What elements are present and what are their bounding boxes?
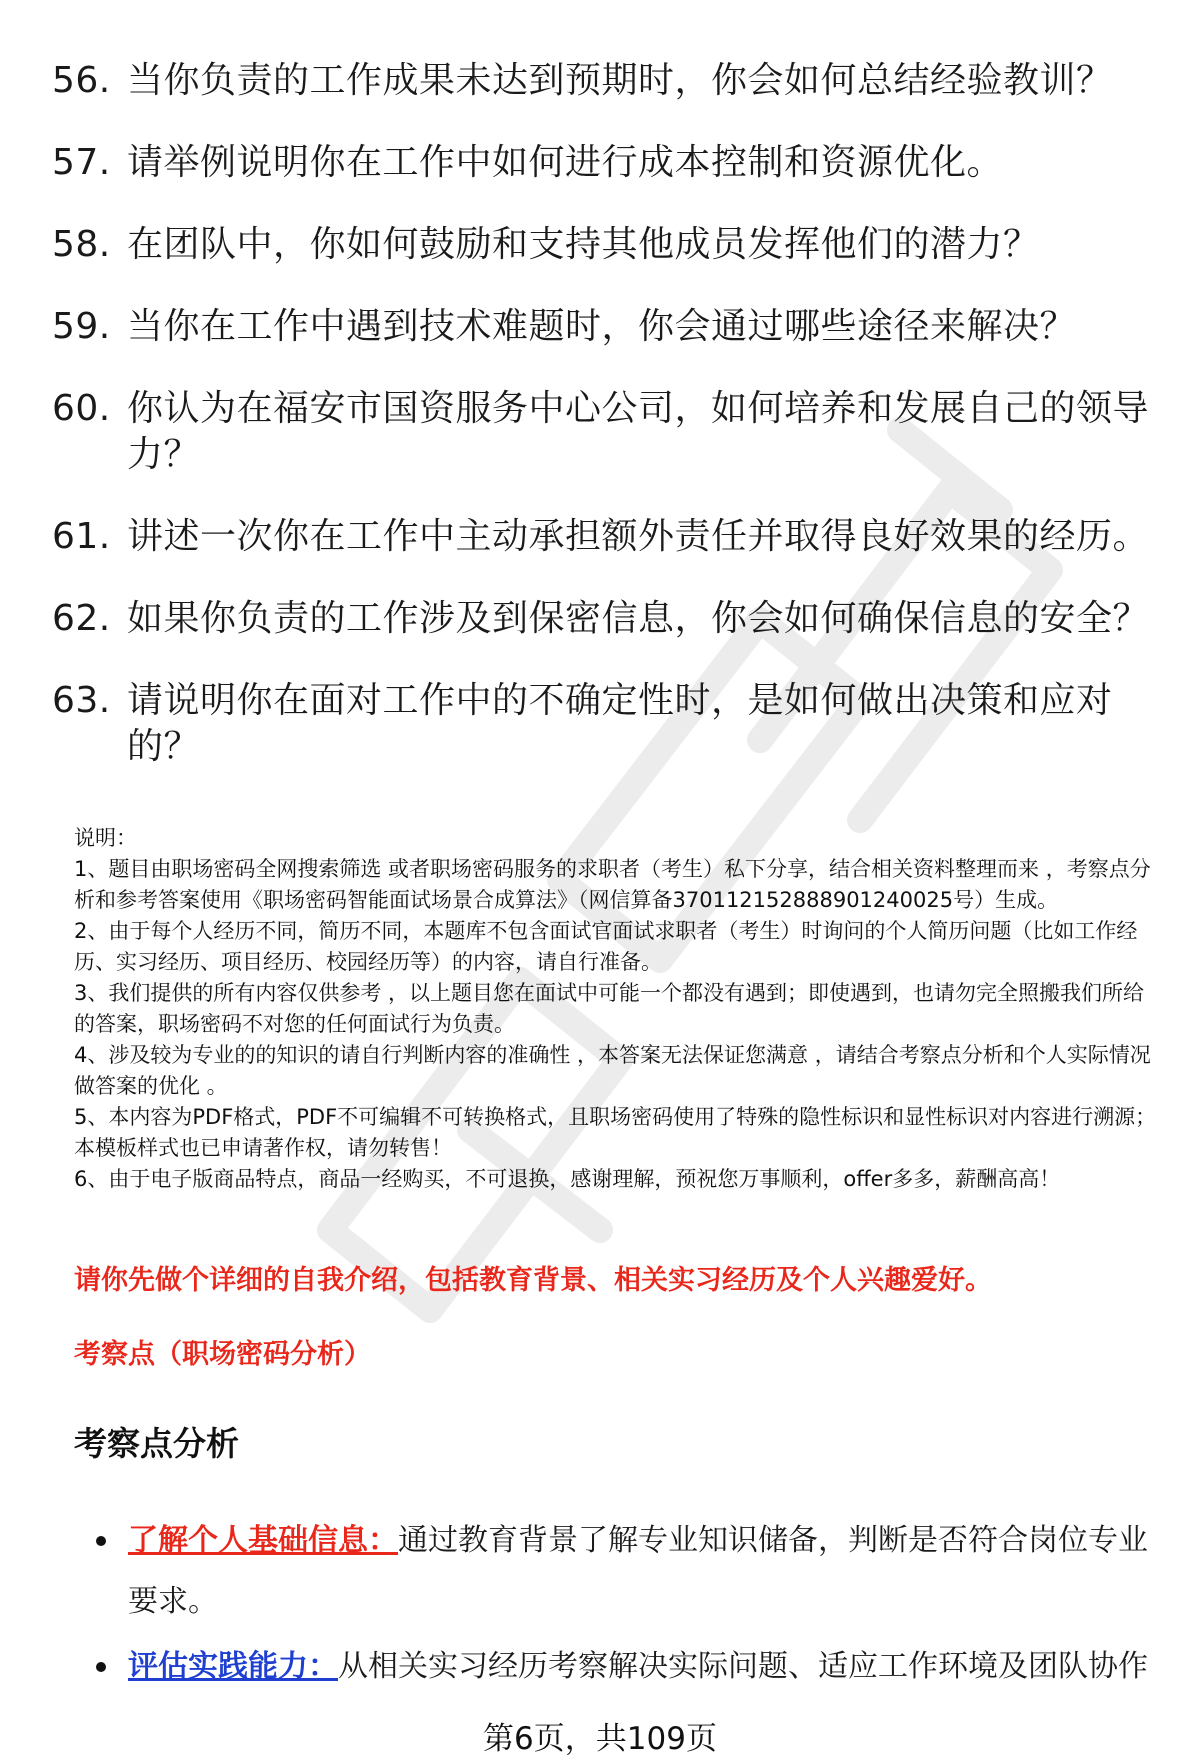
analysis-subheading: 考察点（职场密码分析） <box>74 1339 371 1370</box>
question-number: 61. <box>52 516 111 557</box>
analysis-bullets <box>96 1510 1166 1701</box>
bullet-label: 评估实践能力： <box>128 1649 338 1684</box>
bullet-label: 了解个人基础信息： <box>128 1523 398 1558</box>
question-text: 如果你负责的工作涉及到保密信息，你会如何确保信息的安全？ <box>127 598 1150 639</box>
question-number: 58. <box>52 224 111 265</box>
notes-block <box>74 823 1164 1195</box>
question-number: 62. <box>52 598 111 639</box>
question-item <box>52 58 1162 104</box>
question-text: 在团队中，你如何鼓励和支持其他成员发挥他们的潜力？ <box>127 224 1040 265</box>
notes-title: 说明： <box>74 826 137 850</box>
note-item: 1、题目由职场密码全网搜索筛选 或者职场密码服务的求职者（考生）私下分享，结合相关资料整理而来 ，考察点分析和参考答案使用《职场密码智能面试场景合成算法》（网信算备370112152888901240025号）生成。 <box>74 857 1151 912</box>
question-text: 请说明你在面对工作中的不确定性时，是如何做出决策和应对的？ <box>127 680 1113 767</box>
bullet-text: 从相关实习经历考察解决实际问题、适应工作环境及团队协作 <box>338 1649 1148 1684</box>
question-number: 56. <box>52 60 111 101</box>
question-item <box>52 678 1162 770</box>
highlight-question: 请你先做个详细的自我介绍，包括教育背景、相关实习经历及个人兴趣爱好。 <box>74 1265 992 1296</box>
question-text: 讲述一次你在工作中主动承担额外责任并取得良好效果的经历。 <box>127 516 1150 557</box>
section-title: 考察点分析 <box>74 1424 239 1463</box>
question-number: 63. <box>52 680 111 721</box>
note-item: 3、我们提供的所有内容仅供参考 ，以上题目您在面试中可能一个都没有遇到；即使遇到，也请勿完全照搬我们所给的答案，职场密码不对您的任何面试行为负责。 <box>74 981 1145 1036</box>
question-item <box>52 514 1162 560</box>
bullet-dot-icon <box>96 1536 106 1546</box>
question-number: 59. <box>52 306 111 347</box>
question-item <box>52 140 1162 186</box>
bullet-text: 通过教育背景了解专业知识储备，判断是否符合岗位专业要求。 <box>128 1523 1148 1619</box>
question-text: 当你在工作中遇到技术难题时，你会通过哪些途径来解决？ <box>127 306 1077 347</box>
note-item: 4、涉及较为专业的的知识的请自行判断内容的准确性 ，本答案无法保证您满意 ，请结合考察点分析和个人实际情况做答案的优化 。 <box>74 1043 1151 1098</box>
question-text: 请举例说明你在工作中如何进行成本控制和资源优化。 <box>127 142 1004 183</box>
question-item <box>52 304 1162 350</box>
note-item: 2、由于每个人经历不同，简历不同，本题库不包含面试官面试求职者（考生）时询问的个人简历问题（比如工作经历、实习经历、项目经历、校园经历等）的内容，请自行准备。 <box>74 919 1138 974</box>
note-item: 5、本内容为PDF格式，PDF不可编辑不可转换格式，且职场密码使用了特殊的隐性标识和显性标识对内容进行溯源；本模板样式也已申请著作权，请勿转售！ <box>74 1105 1157 1160</box>
question-text: 你认为在福安市国资服务中心公司，如何培养和发展自己的领导力？ <box>127 388 1150 475</box>
question-item <box>52 222 1162 268</box>
question-text: 当你负责的工作成果未达到预期时，你会如何总结经验教训？ <box>127 60 1113 101</box>
question-number: 57. <box>52 142 111 183</box>
question-number: 60. <box>52 388 111 429</box>
page-footer: 第6页，共109页 <box>483 1721 717 1757</box>
bullet-item <box>96 1636 1166 1697</box>
note-item: 6、由于电子版商品特点，商品一经购买，不可退换，感谢理解，预祝您万事顺利，offer多多，薪酬高高！ <box>74 1167 1061 1191</box>
question-list <box>52 58 1162 806</box>
bullet-item <box>96 1510 1166 1632</box>
question-item <box>52 596 1162 642</box>
question-item <box>52 386 1162 478</box>
bullet-dot-icon <box>96 1662 106 1672</box>
